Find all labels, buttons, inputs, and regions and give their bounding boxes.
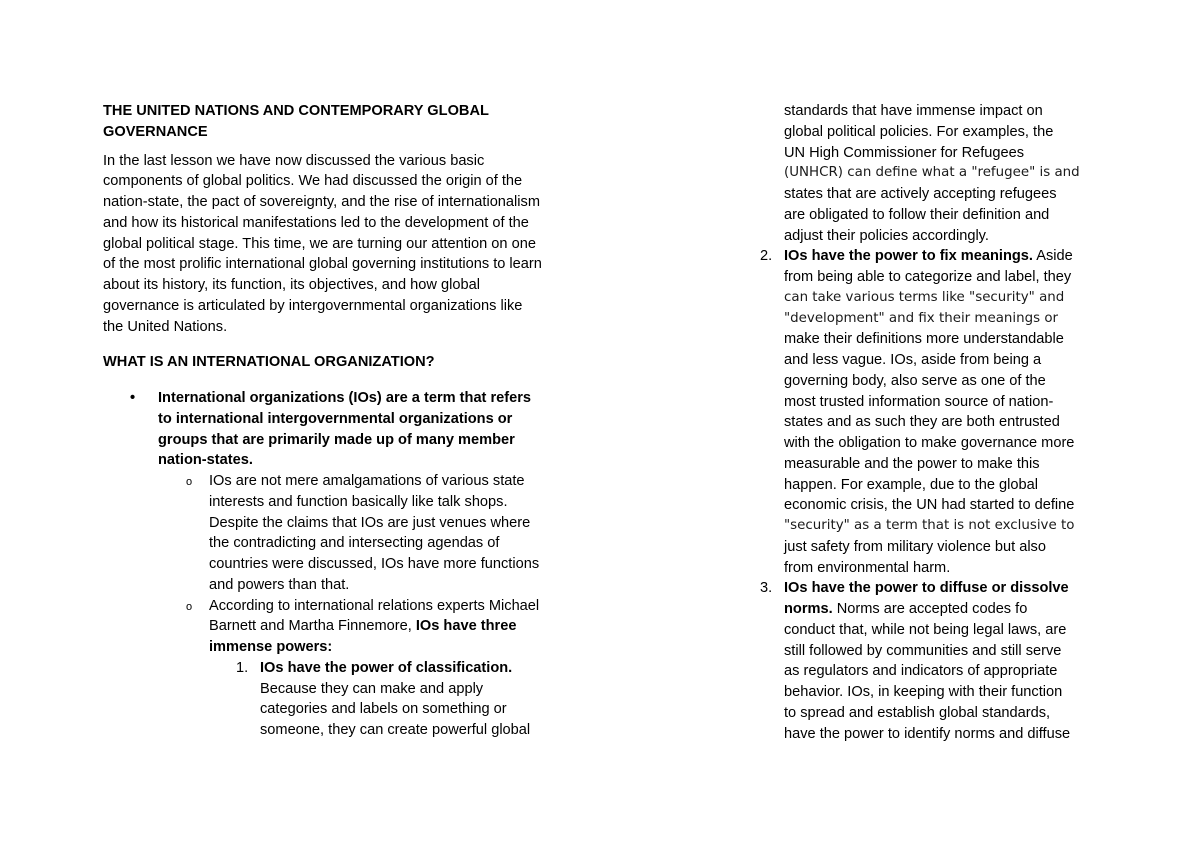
document-title-line-2: GOVERNANCE — [103, 123, 208, 140]
intro-line: governance is articulated by intergovernmental organizations like — [103, 297, 523, 314]
numbered-item-line — [103, 658, 583, 679]
continued-text-line: are obligated to follow their definition and — [784, 206, 1050, 223]
sub-bullet-line — [103, 596, 583, 617]
sub-bullet-text: IOs are not mere amalgamations of various state — [209, 473, 525, 489]
bullet-text: nation-states. — [158, 452, 253, 469]
numbered-item-line: still followed by communities and still serve — [784, 642, 1062, 659]
number-marker: 2. — [760, 248, 773, 265]
continued-text-line: states that are actively accepting refugees — [784, 186, 1057, 202]
right-column — [760, 101, 1100, 744]
sub-bullet-line — [103, 533, 583, 554]
sub-bullet-line — [103, 513, 583, 534]
continued-text-line: UN High Commissioner for Refugees — [784, 144, 1025, 161]
numbered-item-line — [103, 699, 583, 720]
numbered-item-line: governing body, also serve as one of the — [784, 372, 1046, 389]
numbered-item-bold-text: IOs have the power to fix meanings. — [784, 248, 1033, 265]
sub-bullet-line — [103, 554, 583, 575]
sub-bullet-bold-text: IOs have three — [415, 618, 517, 635]
intro-line: nation-state, the pact of sovereignty, and the rise of internationalism — [103, 194, 540, 210]
intro-line: of the most prolific international global governing institutions to learn — [103, 256, 542, 273]
numbered-item-line — [103, 679, 583, 700]
sub-bullet-text: countries were discussed, IOs have more functions — [209, 556, 540, 572]
numbered-item-line: from being able to categorize and label, they — [784, 269, 1072, 285]
bullet-item-line — [103, 388, 583, 409]
intro-line: components of global politics. We had discussed the origin of the — [103, 173, 523, 190]
section-heading: WHAT IS AN INTERNATIONAL ORGANIZATION? — [103, 354, 435, 371]
bullet-marker: • — [130, 390, 136, 406]
continued-text-line: standards that have immense impact on — [784, 103, 1043, 119]
numbered-item-line — [760, 246, 1100, 267]
numbered-item-line: and less vague. IOs, aside from being a — [784, 352, 1042, 368]
bullet-text: groups that are primarily made up of many member — [158, 431, 515, 448]
numbered-item-line: as regulators and indicators of appropriate — [784, 663, 1058, 680]
left-column — [103, 101, 583, 741]
sub-bullet-line — [103, 575, 583, 596]
numbered-item-line: from environmental harm. — [784, 559, 951, 576]
sub-bullet-line — [103, 492, 583, 513]
numbered-item-line — [103, 720, 583, 741]
sub-bullet-marker: o — [186, 476, 193, 488]
numbered-item-line: states and as such they are both entrusted — [784, 414, 1060, 431]
numbered-item-line: have the power to identify norms and diffuse — [784, 725, 1071, 742]
numbered-item-text: categories and labels on something or — [260, 701, 507, 718]
numbered-item-line: measurable and the power to make this — [784, 455, 1040, 472]
intro-line: and how its historical manifestations led to the development of the — [103, 214, 529, 231]
sub-bullet-text: interests and function basically like talk shops. — [209, 493, 508, 510]
sub-bullet-text: According to international relations experts Michael — [209, 597, 540, 614]
sub-bullet-text: and powers than that. — [209, 576, 350, 593]
sub-bullet-line — [103, 471, 583, 492]
continued-text-line: adjust their policies accordingly. — [784, 227, 989, 244]
numbered-item-line: "development" and fix their meanings or — [784, 310, 1059, 326]
numbered-item-bold-text: IOs have the power of classification. — [260, 659, 513, 676]
intro-line: In the last lesson we have now discussed the various basic — [103, 152, 485, 169]
numbered-item-text: Norms are accepted codes fo — [832, 601, 1028, 617]
numbered-item-line: conduct that, while not being legal laws, are — [784, 621, 1067, 638]
sub-bullet-line — [103, 637, 583, 658]
bullet-text: to international intergovernmental organizations or — [158, 410, 513, 427]
bullet-text: International organizations (IOs) are a term that refers — [158, 390, 532, 406]
numbered-item-text: someone, they can create powerful global — [260, 722, 531, 738]
numbered-item-text: Because they can make and apply — [260, 680, 484, 697]
numbered-item-line: can take various terms like "security" and — [784, 289, 1065, 305]
numbered-item-bold-text: norms. — [784, 601, 833, 617]
numbered-item-line: behavior. IOs, in keeping with their function — [784, 684, 1063, 700]
numbered-item-line: "security" as a term that is not exclusive to — [784, 518, 1075, 533]
bullet-item-line — [103, 409, 583, 430]
numbered-item-line: to spread and establish global standards, — [784, 704, 1051, 721]
sub-bullet-text: the contradicting and intersecting agendas of — [209, 535, 500, 552]
continued-text-line: (UNHCR) can define what a "refugee" is and — [784, 165, 1080, 181]
document-title-line-1: THE UNITED NATIONS AND CONTEMPORARY GLOBAL — [103, 103, 489, 119]
numbered-item-line: make their definitions more understandable — [784, 331, 1064, 348]
numbered-item-text: Aside — [1032, 248, 1073, 265]
sub-bullet-marker: o — [186, 600, 193, 613]
numbered-item-line — [760, 578, 1100, 599]
bullet-item-line — [103, 430, 583, 451]
sub-bullet-line — [103, 616, 583, 637]
numbered-item-line — [760, 599, 1100, 620]
intro-line: the United Nations. — [103, 318, 228, 335]
continued-text-line: global political policies. For examples, the — [784, 123, 1054, 140]
sub-bullet-text: Despite the claims that IOs are just venues where — [209, 514, 531, 531]
numbered-item-line: happen. For example, due to the global — [784, 476, 1038, 493]
numbered-item-line: with the obligation to make governance more — [784, 435, 1075, 451]
intro-line: about its history, its function, its objectives, and how global — [103, 277, 480, 293]
intro-line: global political stage. This time, we are turning our attention on one — [103, 235, 536, 252]
numbered-item-bold-text: IOs have the power to diffuse or dissolve — [784, 580, 1069, 597]
numbered-item-line: most trusted information source of nation- — [784, 393, 1054, 410]
numbered-item-line: economic crisis, the UN had started to define — [784, 497, 1075, 514]
number-marker: 3. — [760, 580, 773, 597]
number-marker: 1. — [236, 659, 249, 676]
bullet-item-line — [103, 450, 583, 471]
sub-bullet-bold-text: immense powers: — [209, 639, 333, 655]
numbered-item-line: just safety from military violence but also — [784, 538, 1046, 555]
sub-bullet-text: Barnett and Martha Finnemore, — [209, 618, 416, 635]
